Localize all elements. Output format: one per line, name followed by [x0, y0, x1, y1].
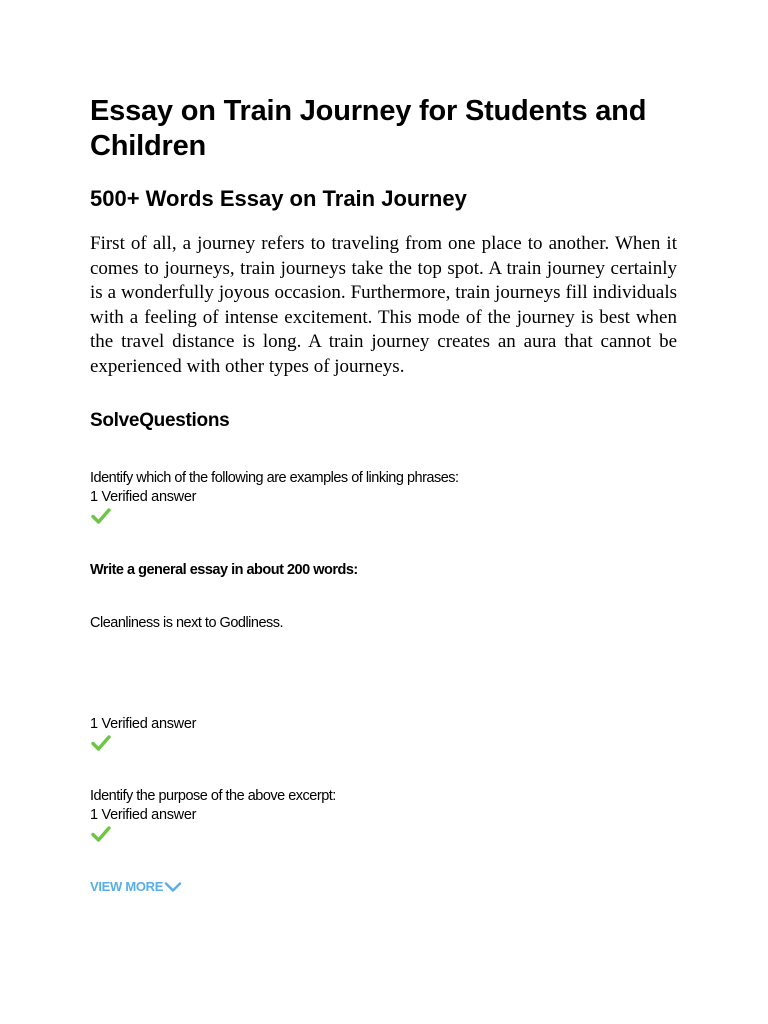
- essay-subtitle: 500+ Words Essay on Train Journey: [90, 186, 467, 211]
- view-more-label: VIEW MORE: [90, 879, 164, 894]
- solve-questions-heading: SolveQuestions: [90, 410, 230, 431]
- question-3-link[interactable]: Identify the purpose of the above excerpt:: [90, 788, 336, 804]
- essay-paragraph: First of all, a journey refers to traveling from one place to another. When it comes to journeys, train journeys take the top spot. A train journey certainly is a wonderfully joyous occasion. Furthermore, train journeys fill individuals with a feeling of intense excitement. This mode of the journey is best when the travel distance is long. A train journey creates an aura that cannot be experienced with other types of journeys.: [90, 233, 677, 377]
- check-icon: [91, 734, 111, 752]
- view-more-button[interactable]: [90, 878, 182, 896]
- question-2-answer-count: 1 Verified answer: [90, 716, 197, 732]
- question-1-answer-count: 1 Verified answer: [90, 489, 197, 505]
- question-3-answer-count: 1 Verified answer: [90, 807, 197, 823]
- check-icon: [91, 825, 111, 843]
- question-2-link[interactable]: Write a general essay in about 200 words:: [90, 562, 358, 578]
- check-icon: [91, 507, 111, 525]
- question-1-link[interactable]: Identify which of the following are examples of linking phrases:: [90, 470, 459, 486]
- chevron-down-icon: [164, 881, 182, 893]
- page-title: Essay on Train Journey for Students and Children: [90, 95, 647, 162]
- question-2-prompt: Cleanliness is next to Godliness.: [90, 615, 284, 631]
